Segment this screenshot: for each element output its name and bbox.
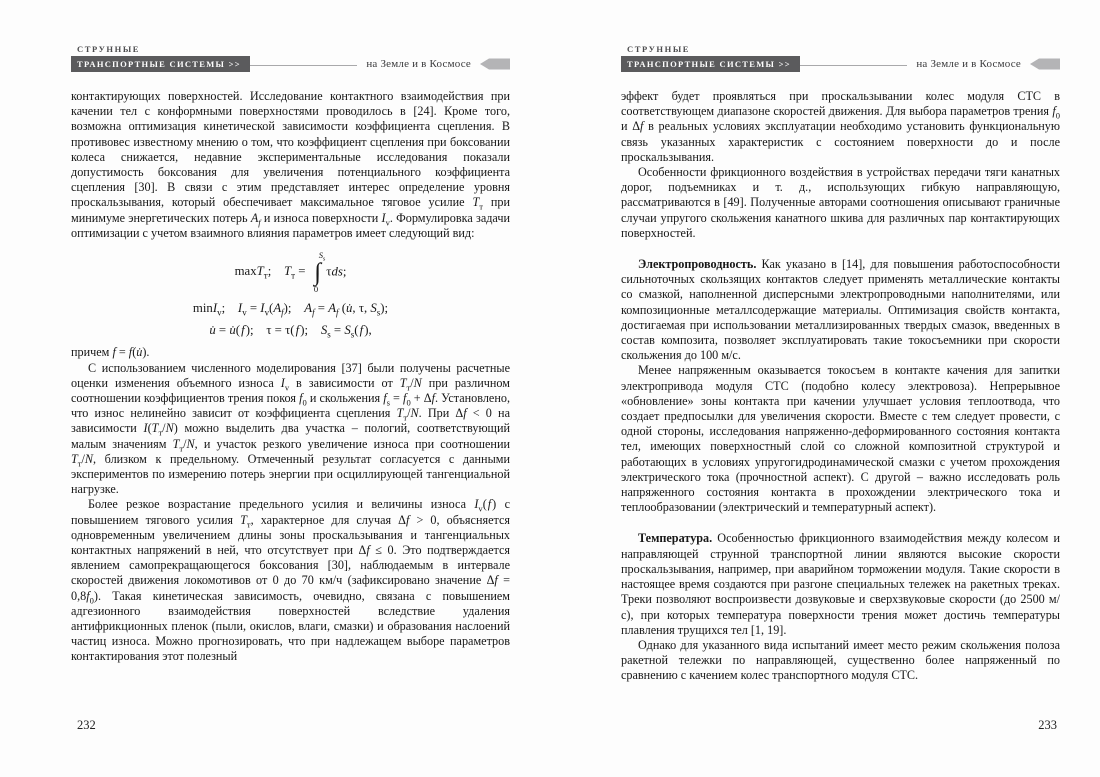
paragraph-sharp-increase: Более резкое возрастание предельного усилия и величины износа $I_v$( f ) с повышением тягового усилия $T_т$, характерное для случая Δf > 0, объясняется одновременным увеличением длины зоны проскальзывания и тангенциальных контактных напряжений в ней, что отсутствует при Δf ≤ 0. Это подтверждается явлением самопрекращающегося боксования [30], наблюдаемым в интервале скоростей движения локомотивов от 0 до 70 км/ч (зафиксировано значение $\Delta f = 0,8f_0$). Такая кинетическая зависимость, очевидно, связана с повышением адгезионного взаимодействия поверхностей вследствие удаления антифрикционных пленок (пыли, окислов, влаги, смазки) и образования наслоений частиц износа. Можно прогнозировать, что при надлежащем выборе параметров контактирования этот полезный	[71, 497, 511, 664]
left-arrow-icon	[1030, 58, 1060, 70]
left-arrow-icon	[480, 58, 510, 70]
formula-traction	[71, 251, 510, 294]
book-page-right	[550, 0, 1100, 777]
header-rule	[800, 65, 907, 66]
header-tagline: на Земле и в Космосе	[916, 58, 1021, 70]
section-temperature: Температура. Особенностью фрикционного взаимодействия между колесом и направляющей струнной транспортной линии являются высокие скорости проскальзывания, например, при аварийном торможении модуля. Такие скорости в настоящее время создаются при разгоне специальных тележек на ракетных треках. Треки позволяют воспроизвести дозвуковые и сверхзвуковые скорости (до 2500 м/с), при которых температура поверхности трения может достичь температуры плавления трущихся тел [1, 19].	[621, 531, 1060, 637]
header-tagline: на Земле и в Космосе	[366, 58, 471, 70]
running-header	[71, 44, 510, 72]
formula-traction-right: τds;	[326, 264, 347, 279]
series-title-line1: СТРУННЫЕ	[77, 44, 141, 54]
series-logo	[71, 44, 250, 72]
series-logo	[621, 44, 800, 72]
section-conductivity: Электропроводность. Как указано в [14], для повышения работоспособности сильноточных скользящих контактов следует применять металлические контакты со смазкой, наполненной дисперсными электропроводными наполнителями, или композиционные металлсодержащие материалы. Оптимизация свойств контакта, достигаемая при использовании металлизированных твердых смазок, введенных в состав композита, позволяет эксплуатировать такие токосъемники при скорости скольжения до 100 м/с.	[621, 257, 1060, 363]
series-title-box: ТРАНСПОРТНЫЕ СИСТЕМЫ >>	[71, 56, 250, 72]
paragraph-rolling-contact: Менее напряженным оказывается токосъем в контакте качения для запитки электропривода модуля СТС (подобно колесу электровоза). Непрерывное «обновление» зоны контакта при качении улучшает условия теплоотвода, что создает предпосылки для увеличения скорости. Вместе с тем следует провести, с одной стороны, исследования напряженно-деформированного состояния контакта тел, имеющих поверхностный слой со сложной композитной структурой и работающих в условиях упругогидродинамической смазки с учетом прохождения электрического тока (прочностной аспект). С другой – важно исследовать роль напряженного состояния контакта в прохождении электрического тока и теплообразовании (электрический и температурный аспект).	[621, 363, 1060, 515]
page-number: 232	[77, 718, 96, 732]
paragraph-however: Однако для указанного вида испытаний имеет место режим скольжения полоза ракетной тележки по направляющей, существенно более напряженный по сравнению с качением колес транспортного модуля СТС.	[621, 637, 1060, 683]
formula-functions: u̇ = u̇( f ); τ = τ( f ); $S_s = S_s$( f ),	[209, 323, 372, 340]
series-title-box: ТРАНСПОРТНЫЕ СИСТЕМЫ >>	[621, 56, 800, 72]
running-header	[621, 44, 1060, 72]
formula-wear: minI$_v$; $I_v = I_v(A_f)$; $A_f = A_f$ (u̇, τ, $S_s$);	[192, 300, 389, 318]
formula-traction-left: maxT$_т$; $T_т$ =	[234, 264, 309, 281]
page-number: 233	[1038, 718, 1057, 732]
page-body	[621, 89, 1060, 684]
page-body	[71, 89, 510, 665]
paragraph-friction-features: Особенности фрикционного воздействия в устройствах передачи тяги канатных дорог, подъемниках и т. д., использующих гибкую направляющую, рассматриваются в [49]. Полученные авторами соотношения описывают граничные случаи упругого скольжения канатного шкива для различных пар контактирующих поверхностей.	[621, 165, 1060, 240]
series-title-line1: СТРУННЫЕ	[627, 44, 691, 54]
paragraph-intro: контактирующих поверхностей. Исследование контактного взаимодействия при качении тел с конформными поверхностями проводилось в [24]. Кроме того, возможна оптимизация кинетической зависимости коэффициента сцепления. В противовес известному мнению о том, что коэффициент сцепления при боксовании колеса снижается, недавние экспериментальные исследования показали допустимость боксования для увеличения потенциального коэффициента сцепления [30]. В связи с этим представляет интерес определение уровня проскальзывания, который обеспечивает максимальное тяговое усилие $T_т$ при минимуме энергетических потерь $A_f$ и износа поверхности $I_v$. Формулировка задачи оптимизации с учетом взаимного влияния параметров имеет следующий вид:	[71, 89, 511, 240]
paragraph-effect: эффект будет проявляться при проскальзывании колес модуля СТС в соответствующем диапазоне скоростей движения. Для выбора параметров трения $f_0$ и Δf в реальных условиях эксплуатации необходимо установить функциональную связь указанных характеристик с состоянием поверхности до и после проскальзывания.	[621, 89, 1060, 164]
integral-sign: $S_s$ ∫ 0	[313, 250, 326, 295]
header-rule	[250, 65, 357, 66]
paragraph-modeling: С использованием численного моделирования [37] были получены расчетные оценки изменения объемного износа $I_v$ в зависимости от $T_т/N$ при различном соотношении коэффициентов трения покоя $f_0$ и скольжения $f_s = f_0 + \Delta f$. Установлено, что износ нелинейно зависит от коэффициента сцепления $T_т/N$. При Δf < 0 на зависимости $I(T_т/N)$ можно выделить два участка – пологий, соответствующий малым значениям $T_т/N$, и участок резкого увеличение износа при соотношении $T_т/N$, близком к предельному. Отмеченный результат согласуется с данными экспериментов по измерению потерь энергии при осциллирующей тангенциальной нагрузке.	[71, 360, 510, 497]
paragraph-wherein: причем f = f(u̇).	[71, 345, 150, 360]
formula-block	[71, 251, 510, 338]
